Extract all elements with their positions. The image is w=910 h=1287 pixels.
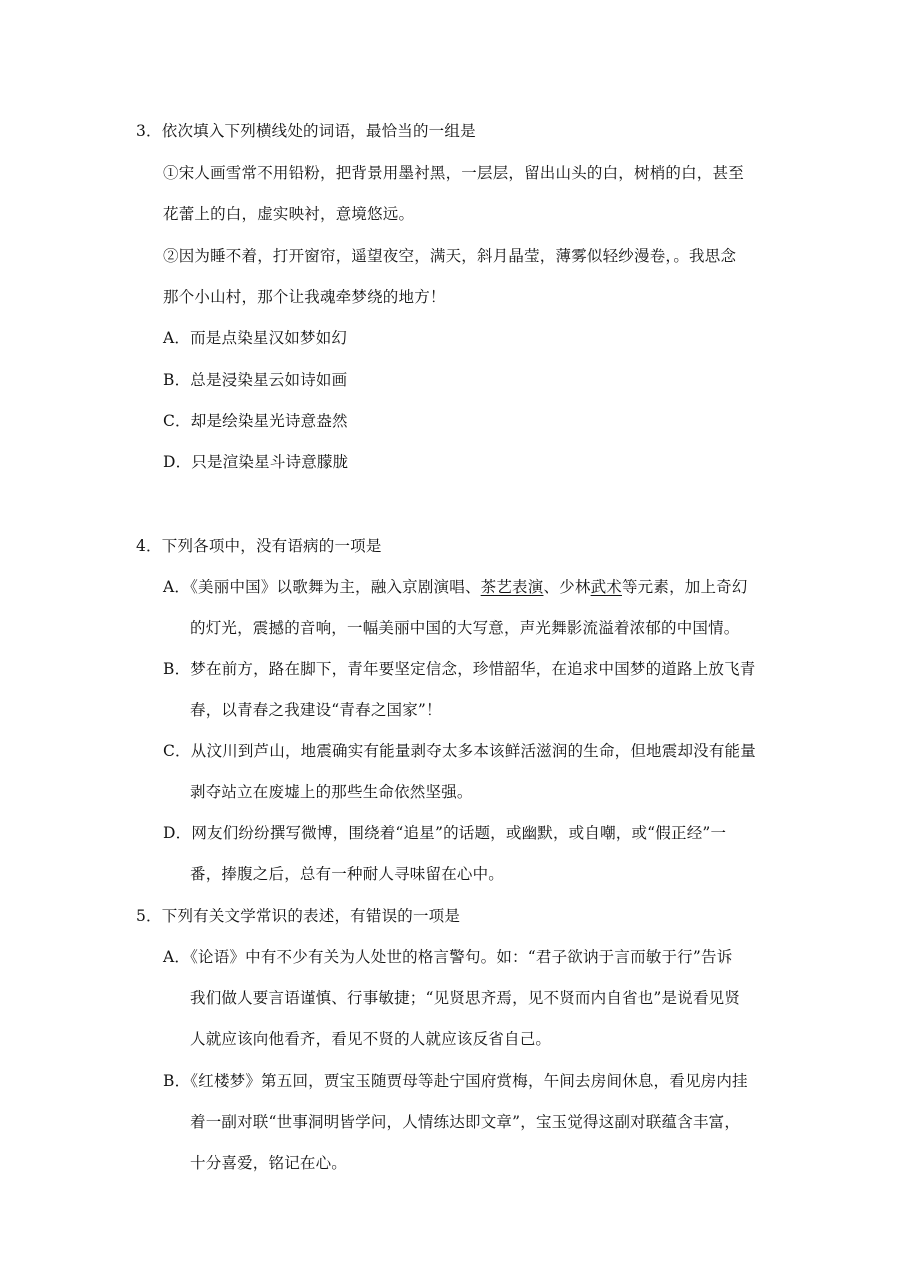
question-4-option-b-line-2: 春，以青春之我建设“青春之国家”！	[190, 701, 442, 719]
question-3-option-c: C．却是绘染星光诗意盎然	[163, 412, 348, 430]
question-3-passage-1-line-2: 花蕾上的白，虚实映衬，意境悠远。	[163, 205, 415, 223]
question-4-option-d-line-1: D．网友们纷纷撰写微博，围绕着“追星”的话题，或幽默，或自嘲，或“假正经”一	[163, 824, 727, 842]
question-5-option-b-line-3: 十分喜爱，铭记在心。	[190, 1154, 348, 1172]
question-3-option-a: A．而是点染星汉如梦如幻	[163, 329, 348, 347]
question-3-passage-2-line-2: 那个小山村，那个让我魂牵梦绕的地方！	[163, 288, 446, 306]
question-5-option-a-line-3: 人就应该向他看齐，看见不贤的人就应该反省自己。	[190, 1030, 552, 1048]
option-a-text: A．《美丽中国》以歌舞为主，融入京剧演唱、	[163, 578, 481, 596]
question-5-stem: 5．下列有关文学常识的表述，有错误的一项是	[136, 907, 461, 925]
underlined-phrase-tea-art: 茶艺表演	[480, 578, 544, 596]
question-3-option-d: D．只是渲染星斗诗意朦胧	[163, 453, 349, 471]
question-4-option-d-line-2: 番，捧腹之后，总有一种耐人寻味留在心中。	[190, 865, 505, 883]
question-3-option-b: B．总是浸染星云如诗如画	[163, 371, 348, 389]
question-4-option-c-line-2: 剥夺站立在废墟上的那些生命依然坚强。	[190, 783, 473, 801]
question-5-option-a-line-1: A．《论语》中有不少有关为人处世的格言警句。如：“君子欲讷于言而敏于行”告诉	[163, 948, 733, 966]
question-3-passage-1-line-1: ①宋人画雪常不用铅粉，把背景用墨衬黑，一层层，留出山头的白，树梢的白，甚至	[163, 164, 744, 182]
question-3-passage-2-line-1: ②因为睡不着，打开窗帘，遥望夜空，满天，斜月晶莹，薄雾似轻纱漫卷，。我思念	[163, 247, 737, 265]
question-5-option-b-line-1: B．《红楼梦》第五回，贾宝玉随贾母等赴宁国府赏梅，午间去房间休息，看见房内挂	[163, 1072, 748, 1090]
question-4-option-b-line-1: B．梦在前方，路在脚下，青年要坚定信念，珍惜韶华，在追求中国梦的道路上放飞青	[163, 660, 756, 678]
question-4-stem: 4．下列各项中，没有语病的一项是	[136, 537, 382, 555]
underlined-phrase-martial-arts: 武术	[590, 578, 622, 596]
question-4-option-c-line-1: C．从汶川到芦山，地震确实有能量剥夺太多本该鲜活滋润的生命，但地震却没有能量	[163, 742, 756, 760]
question-4-option-a-line-1	[163, 577, 748, 597]
question-3-stem: 3．依次填入下列横线处的词语，最恰当的一组是	[136, 122, 476, 140]
question-5-option-a-line-2: 我们做人要言语谨慎、行事敏捷；“见贤思齐焉，见不贤而内自省也”是说看见贤	[190, 989, 741, 1007]
option-a-text: 、少林	[543, 578, 591, 596]
question-4-option-a-line-2: 的灯光，震撼的音响，一幅美丽中国的大写意，声光舞影流溢着浓郁的中国情。	[190, 619, 740, 637]
question-5-option-b-line-2: 着一副对联“世事洞明皆学问，人情练达即文章”，宝玉觉得这副对联蕴含丰富，	[190, 1113, 741, 1131]
option-a-text: 等元素，加上奇幻	[621, 578, 748, 596]
